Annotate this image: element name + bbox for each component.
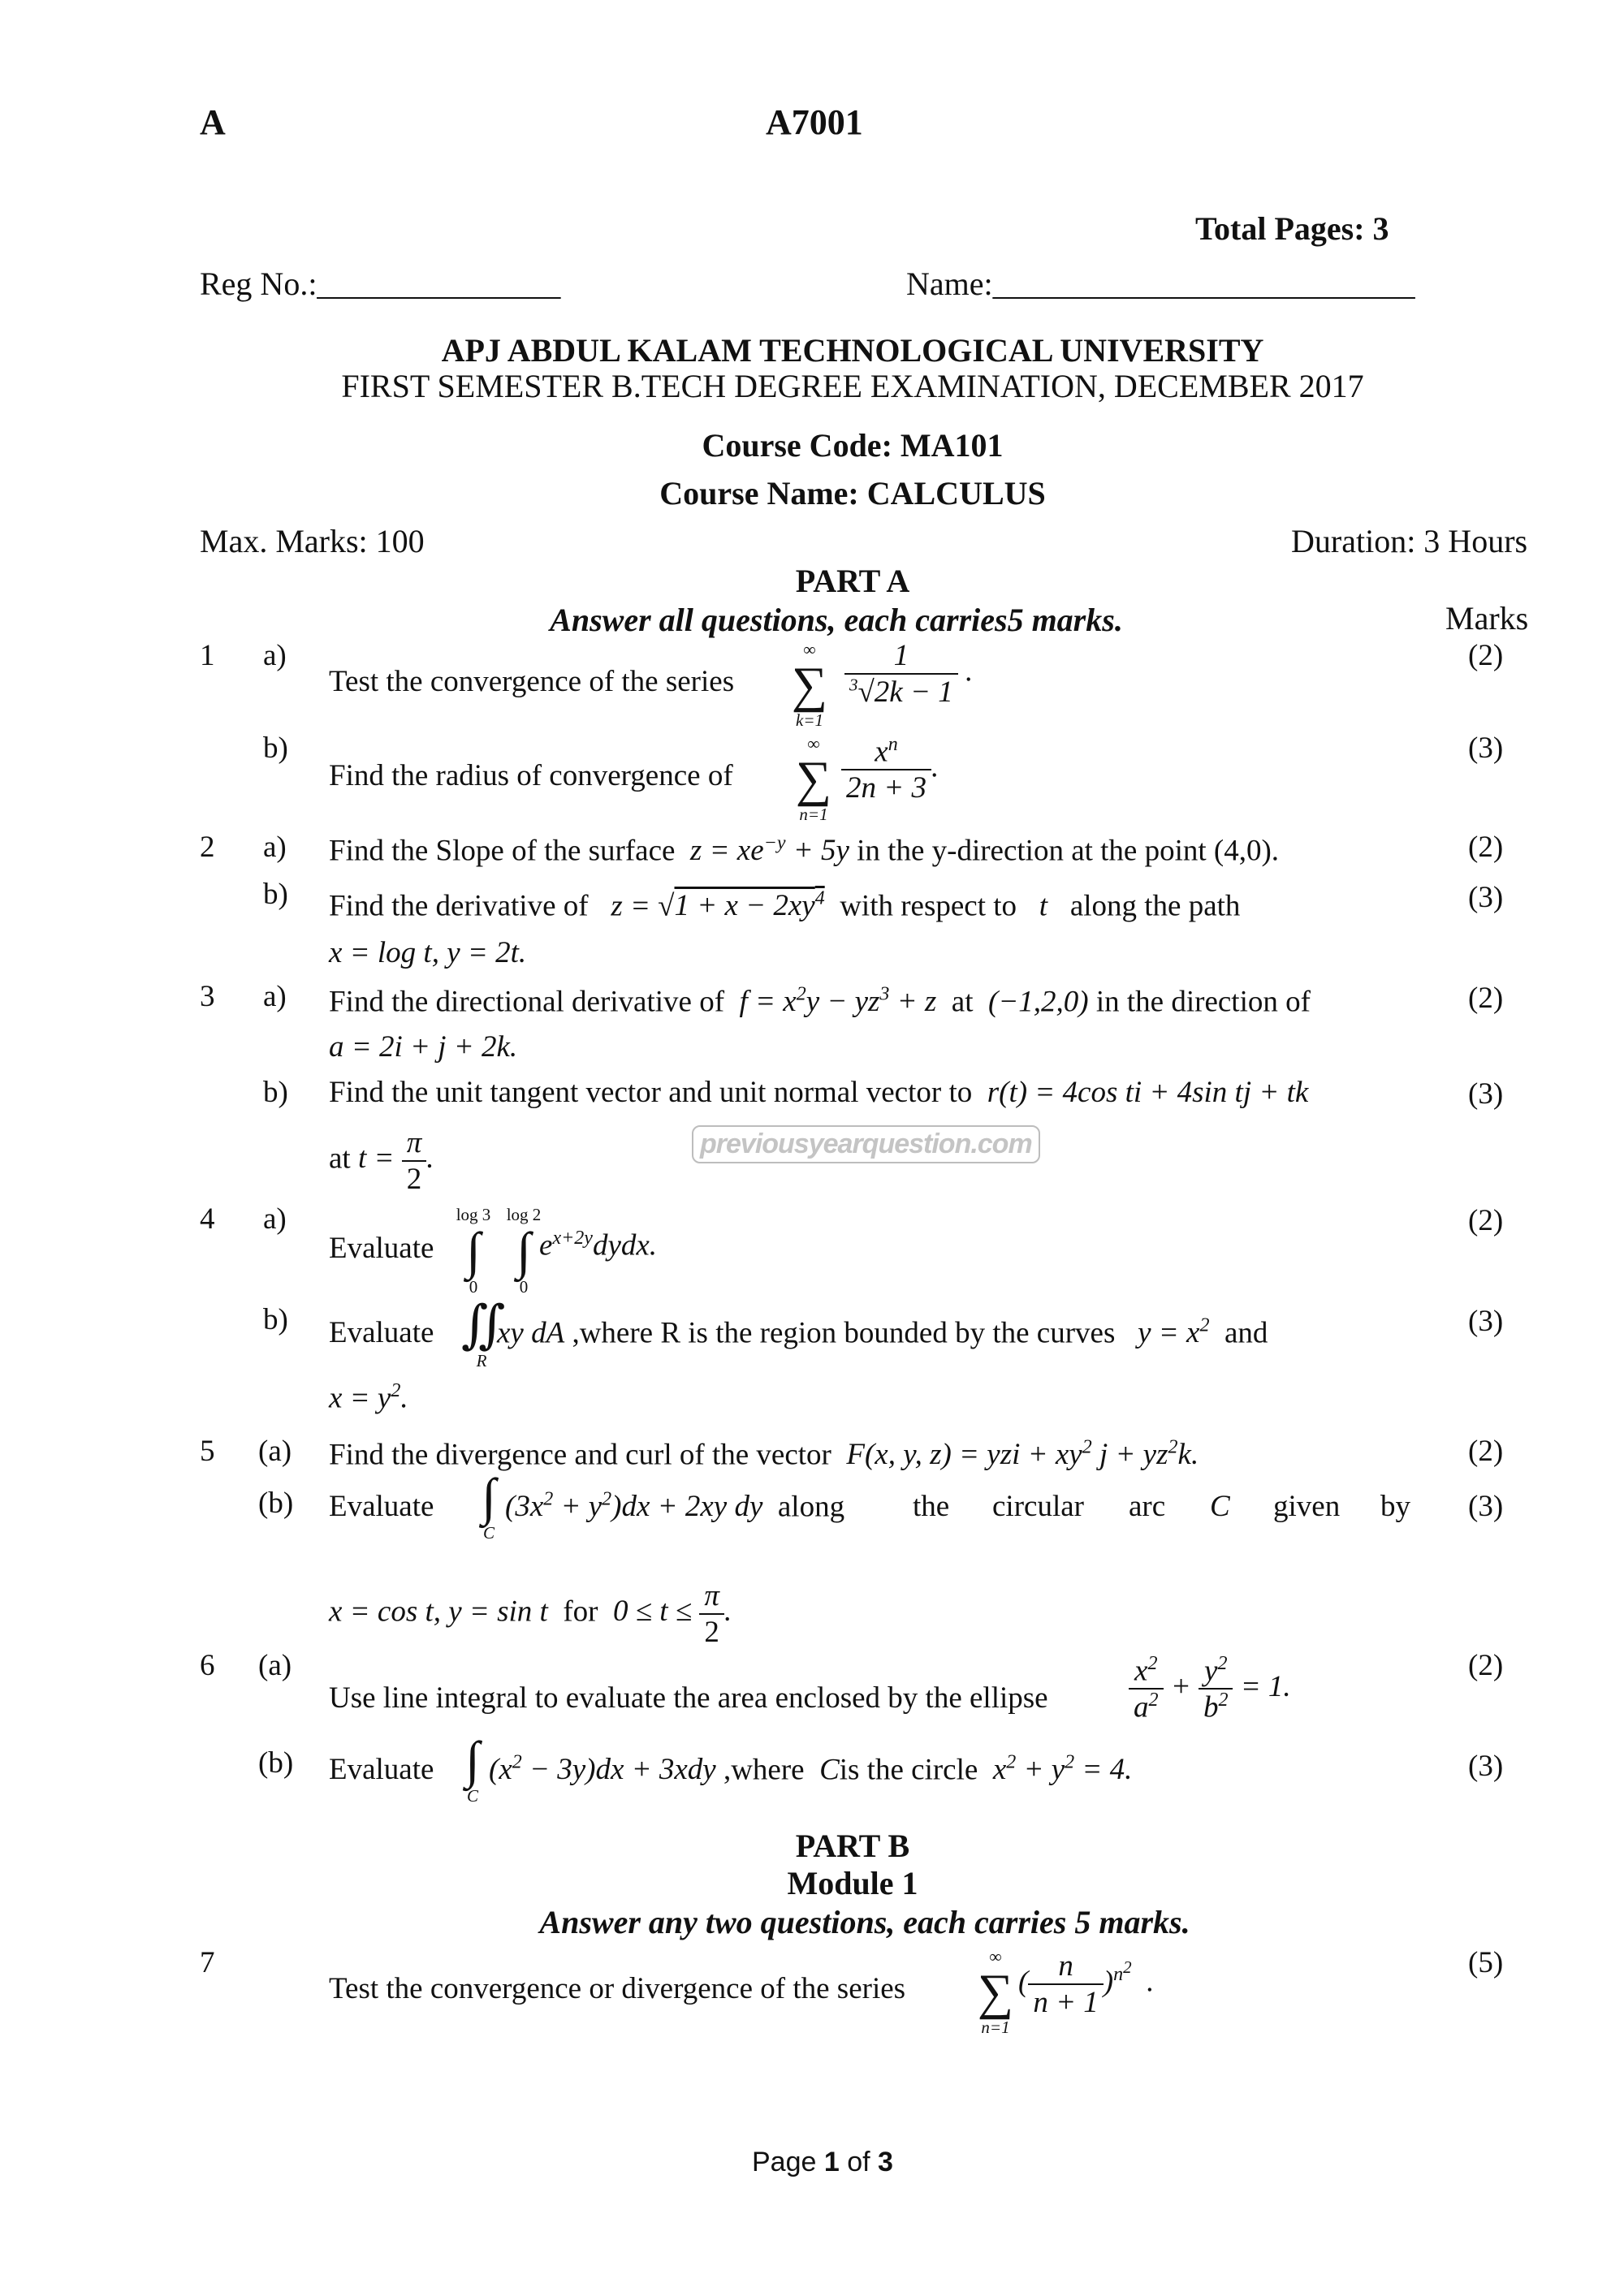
- question-text: Test the convergence or divergence of the series: [329, 1972, 906, 2005]
- question-number: 5: [200, 1435, 215, 1468]
- sub-label: b): [263, 1303, 288, 1336]
- max-marks: Max. Marks: 100: [200, 523, 425, 559]
- integral-sign: log 3 ∫ 0: [456, 1205, 491, 1297]
- marks: (5): [1468, 1946, 1504, 1979]
- page-word: Page: [752, 2147, 817, 2177]
- text: at: [329, 1142, 351, 1176]
- series-term: ( $\frac{n}{n + 1}$ )$^{n^2}$ .: [1018, 1949, 1155, 2019]
- integrand: $e^{x+2y}dydx$.: [539, 1228, 658, 1262]
- question-text: Use line integral to evaluate the area enclosed by the ellipse: [329, 1681, 1048, 1715]
- marks: (3): [1468, 732, 1504, 765]
- math: (−1,2,0): [980, 985, 1096, 1019]
- sigma-sum: ∞ ∑ n=1: [795, 734, 832, 824]
- math: $(3x^2 + y^2)dx + 2xy$ dy: [505, 1489, 771, 1524]
- question-text: [497, 1315, 1268, 1350]
- sub-label: b): [263, 1076, 288, 1109]
- marks: (3): [1468, 1305, 1504, 1338]
- sub-label: a): [263, 980, 287, 1013]
- math: t = $\frac{\pi}{2}$ .: [357, 1126, 434, 1196]
- university-name: APJ ABDUL KALAM TECHNOLOGICAL UNIVERSITY: [441, 332, 1264, 369]
- sub-label: (a): [258, 1649, 292, 1682]
- text: Find the directional derivative of: [329, 985, 725, 1019]
- part-a-title: PART A: [795, 563, 910, 599]
- question-text: [329, 888, 1240, 923]
- examination-title: FIRST SEMESTER B.TECH DEGREE EXAMINATION, DECEMBER 2017: [341, 368, 1364, 404]
- marks: (2): [1468, 1204, 1504, 1237]
- parametric-condition: [329, 1578, 732, 1650]
- math: $x^2 + y^2 = 4$.: [985, 1752, 1133, 1787]
- name-field: Name:__________________________: [906, 265, 1415, 302]
- text: Find the unit tangent vector and unit normal vector to: [329, 1076, 973, 1109]
- math: $f = x^2y - yz^3 + z$: [732, 984, 952, 1019]
- math: $y = x^2$: [1122, 1315, 1210, 1350]
- question-text: Evaluate: [329, 1316, 434, 1349]
- sub-label: a): [263, 831, 287, 864]
- text: with respect to: [840, 889, 1017, 923]
- marks: (2): [1468, 1649, 1504, 1682]
- text: given: [1273, 1490, 1341, 1523]
- marks: (3): [1468, 1077, 1504, 1111]
- question-text: Find the radius of convergence of: [329, 759, 733, 792]
- watermark: previousyearquestion.com: [692, 1125, 1040, 1163]
- marks: (3): [1468, 881, 1504, 914]
- text: and: [1224, 1316, 1268, 1350]
- sub-label: (b): [258, 1487, 294, 1520]
- question-number: 2: [200, 831, 215, 864]
- text: arc: [1129, 1490, 1166, 1523]
- question-text: [505, 1489, 844, 1524]
- of-word: of: [847, 2147, 870, 2177]
- text: ,where: [723, 1753, 805, 1787]
- text: is the circle: [839, 1753, 978, 1787]
- math: r(t) = 4cos ti + 4sin tj + tk: [979, 1076, 1309, 1109]
- integral-sign: log 2 ∫ 0: [506, 1205, 542, 1297]
- text: along the path: [1069, 889, 1241, 923]
- ellipse-equation: $\frac{x^2}{a^2}$ + $\frac{y^2}{b^2}$ = 1.: [1129, 1653, 1291, 1725]
- series-fraction: $\frac{x^n}{2n + 3}$ .: [841, 734, 939, 805]
- part-a-instruction: Answer all questions, each carries5 marks.: [550, 602, 1123, 638]
- double-integral-sign: ∬ R: [461, 1296, 506, 1370]
- course-code: Course Code: MA101: [702, 427, 1004, 464]
- text: the: [913, 1490, 950, 1523]
- page-total: 3: [878, 2147, 893, 2177]
- marks: (3): [1468, 1490, 1504, 1523]
- text: at: [951, 985, 974, 1019]
- math: x = cos t, y = sin t: [329, 1595, 564, 1629]
- module-title: Module 1: [787, 1865, 918, 1901]
- text: Find the divergence and curl of the vector: [329, 1438, 831, 1472]
- text: ,where R is the region bounded by the curves: [572, 1316, 1116, 1350]
- question-text: [329, 833, 1279, 868]
- curve-equation: $x = y^2$.: [329, 1380, 408, 1415]
- sub-label: a): [263, 1202, 287, 1236]
- text: Find the Slope of the surface: [329, 834, 676, 868]
- math: $z = xe^{-y} + 5y$: [682, 833, 857, 868]
- text: by: [1380, 1490, 1410, 1523]
- math: C: [811, 1753, 840, 1787]
- text: circular: [992, 1490, 1084, 1523]
- marks: (2): [1468, 1435, 1504, 1468]
- line-integral-sign: ∫ C: [465, 1731, 480, 1806]
- course-name: Course Name: CALCULUS: [659, 475, 1046, 511]
- marks: (2): [1468, 831, 1504, 864]
- math: t: [1024, 889, 1063, 923]
- question-number: 3: [200, 980, 215, 1013]
- marks: (2): [1468, 982, 1504, 1015]
- total-pages: Total Pages: 3: [1195, 210, 1389, 247]
- series-fraction: $\frac{1}{^3√2k - 1}$ .: [844, 638, 973, 710]
- sub-label: (b): [258, 1746, 294, 1780]
- page-footer: [752, 2147, 893, 2178]
- question-number: 1: [200, 639, 215, 672]
- marks: (3): [1468, 1750, 1504, 1783]
- question-text: Test the convergence of the series: [329, 665, 735, 698]
- point-condition: [329, 1125, 434, 1197]
- direction-vector: a = 2i + j + 2k.: [329, 1030, 518, 1064]
- sub-label: b): [263, 732, 288, 765]
- sub-label: b): [263, 878, 288, 911]
- page-number: 1: [823, 2147, 840, 2177]
- sigma-sum: ∞ ∑ k=1: [791, 640, 828, 730]
- marks: (2): [1468, 639, 1504, 672]
- question-text: [329, 1437, 1199, 1472]
- series-letter: A: [200, 102, 226, 142]
- sub-label: a): [263, 639, 287, 672]
- question-text: Evaluate: [329, 1490, 434, 1523]
- math: 0 ≤ t ≤ $\frac{\pi}{2}$ .: [605, 1579, 732, 1649]
- math: F(x, y, z) = yzi + $xy^2$ $j + yz^2k$.: [839, 1437, 1199, 1472]
- part-b-instruction: Answer any two questions, each carries 5 marks.: [539, 1904, 1190, 1940]
- sigma-sum: ∞ ∑ n=1: [977, 1947, 1014, 2037]
- math: C: [1210, 1490, 1230, 1523]
- question-number: 7: [200, 1946, 215, 1979]
- part-b-title: PART B: [795, 1828, 910, 1864]
- line-integral-sign: ∫ C: [482, 1468, 496, 1543]
- text: along: [777, 1490, 845, 1524]
- text: in the y-direction at the point (4,0).: [857, 834, 1280, 868]
- question-text: Evaluate: [329, 1753, 434, 1786]
- text: in the direction of: [1095, 985, 1311, 1019]
- marks-header: Marks: [1445, 600, 1529, 637]
- reg-no-field: Reg No.:_______________: [200, 265, 561, 302]
- question-number: 4: [200, 1202, 215, 1236]
- duration: Duration: 3 Hours: [1291, 523, 1528, 559]
- text: for: [563, 1595, 598, 1629]
- math: $(x^2 - 3y)dx + 3xdy$: [489, 1752, 723, 1787]
- question-text: [489, 1752, 1132, 1787]
- sub-label: (a): [258, 1435, 292, 1468]
- question-text: Evaluate: [329, 1232, 434, 1265]
- math: xy dA: [497, 1316, 572, 1350]
- path-equation: x = log t, y = 2t.: [329, 936, 527, 969]
- question-text: [329, 1075, 1308, 1110]
- question-number: 6: [200, 1649, 215, 1682]
- paper-code: A7001: [766, 102, 863, 142]
- text: Find the derivative of: [329, 889, 589, 923]
- question-text: [329, 984, 1311, 1019]
- math: $z = √1 + x - 2xy^4$: [595, 888, 825, 923]
